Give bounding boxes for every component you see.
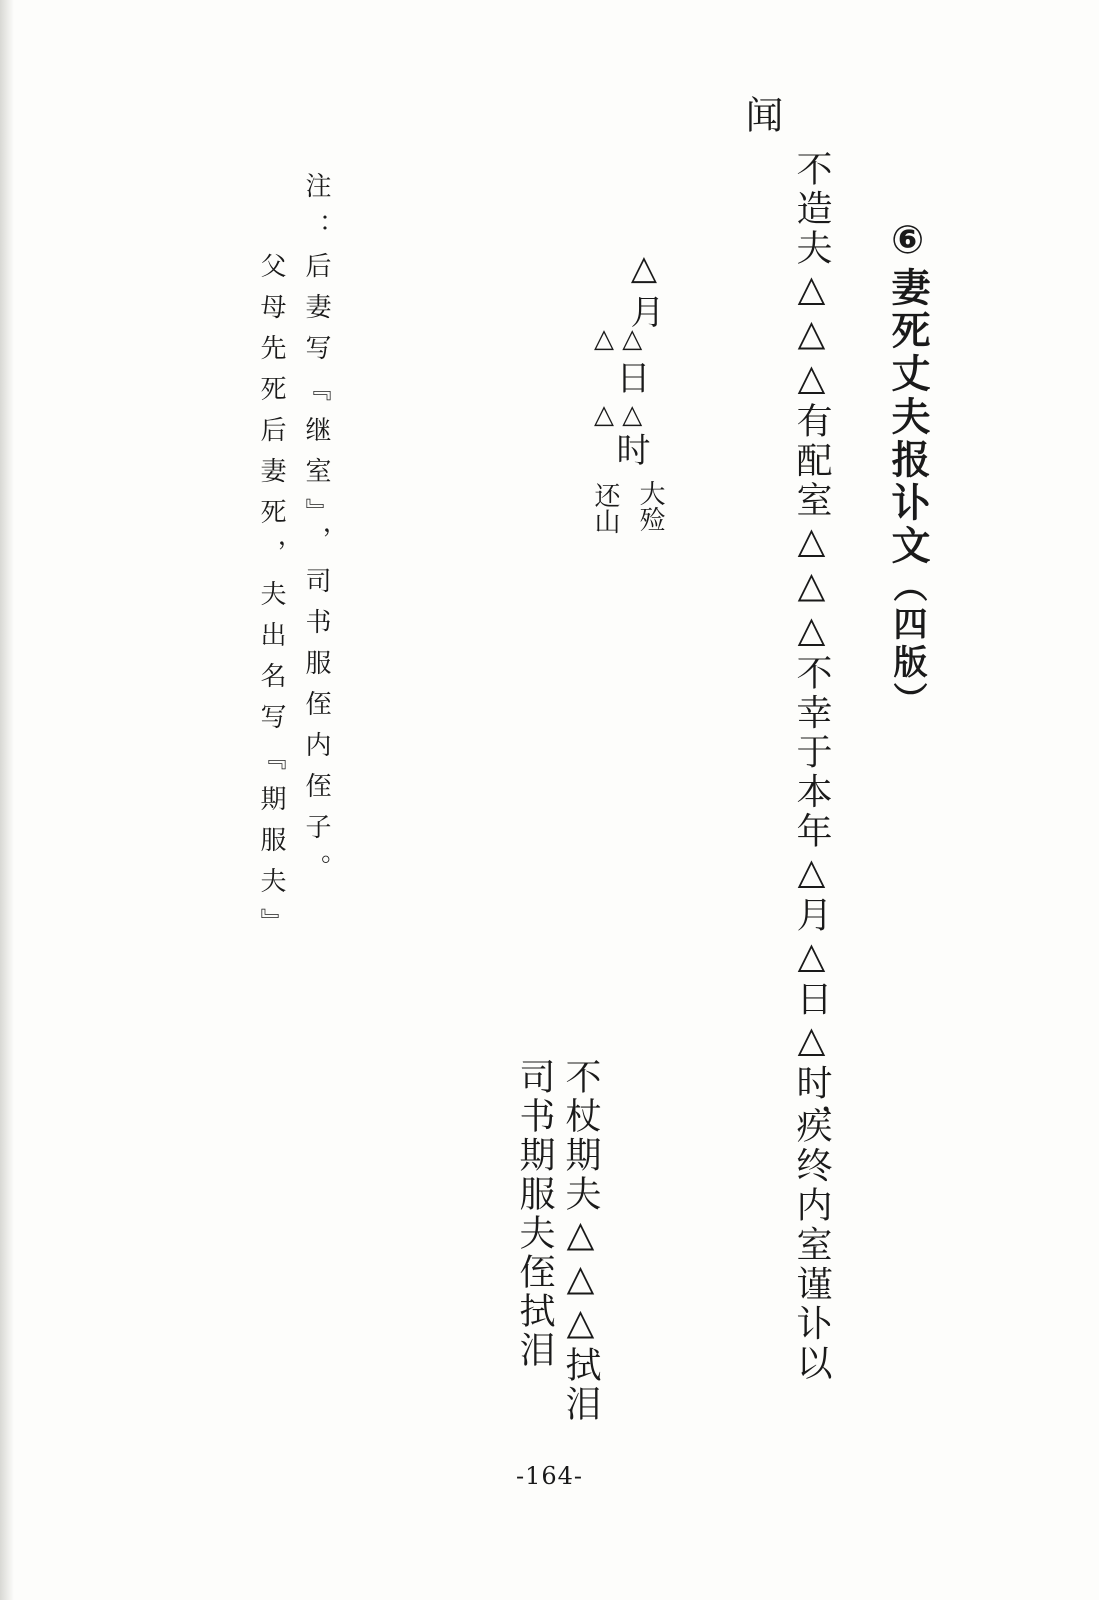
body-text-line-1: 不造夫△△△有配室△△△不幸于本年△月△日△时， (791, 150, 832, 1143)
hour-triangles: △ △ (594, 400, 643, 430)
title-number: ⑥ (885, 218, 930, 267)
note-line-2: 父母先死后妻死，夫出名写『期服夫』 (256, 252, 286, 949)
page-edge-shadow (0, 0, 14, 1600)
date-day: 日 (610, 360, 650, 394)
event-burial: 还山 (590, 482, 620, 534)
date-month: △月 (624, 248, 664, 334)
title-text: 妻死丈夫报讣文 (885, 267, 930, 568)
title-version: （四版） (887, 568, 927, 720)
notice-word: 闻 (739, 95, 783, 133)
signature-husband: 不杖期夫△△△拭泪 (560, 1058, 601, 1424)
event-encoffining: 大殓 (635, 480, 665, 532)
day-triangles: △ △ (594, 324, 643, 354)
note-label: 注： (301, 172, 331, 254)
date-hour: 时 (610, 432, 650, 466)
note-line-1: 后妻写『继室』，司书服侄内侄子。 (301, 252, 331, 895)
document-title (885, 218, 930, 720)
page-number: -164- (515, 1462, 584, 1490)
body-text-line-2: 疾终内室谨讣以 (791, 1107, 832, 1384)
signature-nephew: 司书期服夫侄拭泪 (514, 1058, 555, 1370)
